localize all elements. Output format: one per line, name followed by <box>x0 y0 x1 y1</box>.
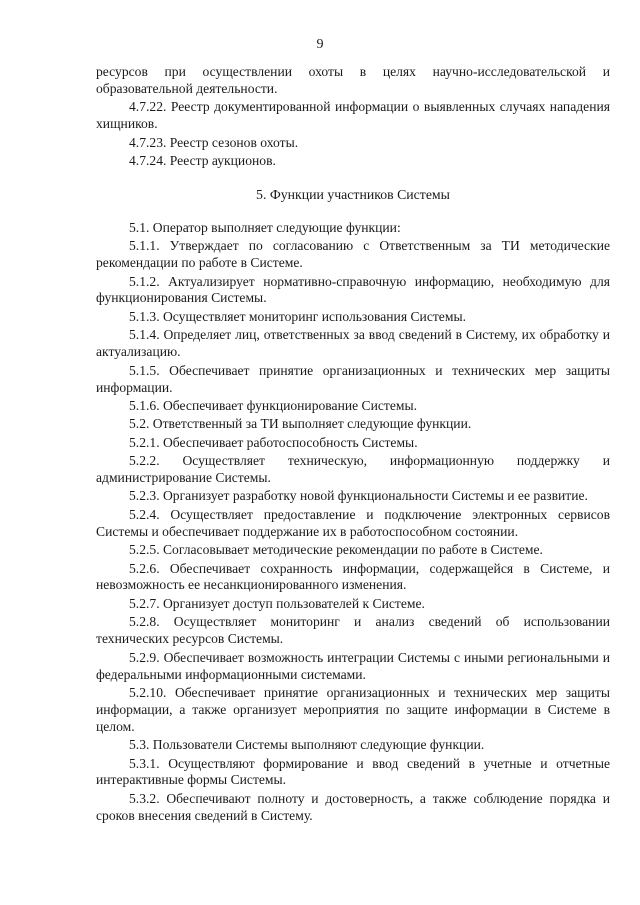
paragraph-5-1-4: 5.1.4. Определяет лиц, ответственных за ввод сведений в Систему, их обработку и актуализацию. <box>96 327 610 360</box>
paragraph-5-1-2: 5.1.2. Актуализирует нормативно-справочную информацию, необходимую для функционирования Системы. <box>96 273 610 306</box>
paragraph-5-1-1: 5.1.1. Утверждает по согласованию с Ответственным за ТИ методические рекомендации по работе в Системе. <box>96 238 610 271</box>
document-body <box>96 64 610 826</box>
paragraph-5-2-5: 5.2.5. Согласовывает методические рекомендации по работе в Системе. <box>129 542 543 558</box>
paragraph-5-1-6: 5.1.6. Обеспечивает функционирование Системы. <box>129 397 418 413</box>
paragraph-5-1-3: 5.1.3. Осуществляет мониторинг использования Системы. <box>129 308 466 324</box>
paragraph-5-2-2: 5.2.2. Осуществляет техническую, информационную поддержку и администрирование Системы. <box>96 453 610 486</box>
paragraph-5-2-7: 5.2.7. Организует доступ пользователей к Системе. <box>129 595 425 611</box>
paragraph-5-2-9: 5.2.9. Обеспечивает возможность интеграции Системы с иными региональными и федеральными информационными системами. <box>96 649 610 682</box>
paragraph-continuation: ресурсов при осуществлении охоты в целях научно-исследовательской и образовательной деятельности. <box>96 64 610 96</box>
paragraph-5-1-5: 5.1.5. Обеспечивает принятие организационных и технических мер защиты информации. <box>96 362 610 395</box>
paragraph-5-2-8: 5.2.8. Осуществляет мониторинг и анализ сведений об использовании технических ресурсов Системы. <box>96 614 610 647</box>
paragraph-5-2-1: 5.2.1. Обеспечивает работоспособность Системы. <box>129 434 418 450</box>
paragraph-4-7-24: 4.7.24. Реестр аукционов. <box>129 153 276 169</box>
paragraph-4-7-23: 4.7.23. Реестр сезонов охоты. <box>129 134 299 150</box>
paragraph-5-2: 5.2. Ответственный за ТИ выполняет следующие функции. <box>129 416 472 432</box>
paragraph-5-2-4: 5.2.4. Осуществляет предоставление и подключение электронных сервисов Системы и обеспечивает поддержание их в работоспособном состоянии. <box>96 506 610 539</box>
section-heading: 5. Функции участников Системы <box>256 186 450 202</box>
paragraph-5-2-6: 5.2.6. Обеспечивает сохранность информации, содержащейся в Системе, и невозможность ее несанкционированного изменения. <box>96 560 610 593</box>
paragraph-5-2-3: 5.2.3. Организует разработку новой функциональности Системы и ее развитие. <box>129 488 588 504</box>
paragraph-5-3-1: 5.3.1. Осуществляют формирование и ввод сведений в учетные и отчетные интерактивные формы Системы. <box>96 755 610 788</box>
page-number: 9 <box>316 37 324 52</box>
paragraph-5-1: 5.1. Оператор выполняет следующие функции: <box>129 219 401 235</box>
paragraph-5-2-10: 5.2.10. Обеспечивает принятие организационных и технических мер защиты информации, а также организует мероприятия по защите информации в Системе в целом. <box>96 684 610 734</box>
paragraph-5-3-2: 5.3.2. Обеспечивают полноту и достоверность, а также соблюдение порядка и сроков внесения сведений в Систему. <box>96 790 610 823</box>
paragraph-5-3: 5.3. Пользователи Системы выполняют следующие функции. <box>129 737 485 753</box>
paragraph-4-7-22: 4.7.22. Реестр документированной информации о выявленных случаях нападения хищников. <box>96 99 610 132</box>
